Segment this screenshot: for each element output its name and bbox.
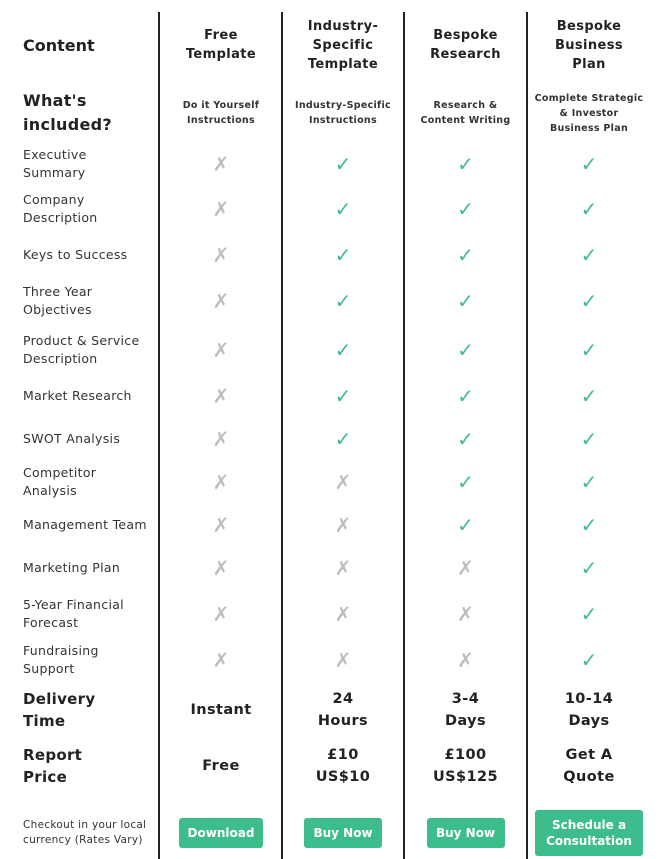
plan-description: Industry-Specific Instructions xyxy=(295,100,391,126)
check-icon: ✓ xyxy=(580,243,598,267)
checkout-row xyxy=(0,808,667,858)
report-price-row xyxy=(0,744,667,788)
cross-icon: ✗ xyxy=(212,338,230,362)
check-icon: ✓ xyxy=(580,470,598,494)
feature-name: Product & Service Description xyxy=(23,333,140,366)
feature-name: Management Team xyxy=(23,517,147,532)
cross-icon: ✗ xyxy=(457,648,474,672)
currency-note: Checkout in your local currency (Rates Vary) xyxy=(23,819,147,846)
plan-name-free-template: Free Template xyxy=(185,28,257,62)
buy-now-button[interactable]: Buy Now xyxy=(427,818,505,848)
feature-row xyxy=(0,235,667,275)
cross-icon: ✗ xyxy=(334,513,352,537)
plan-description: Do it Yourself Instructions xyxy=(182,100,260,126)
check-icon: ✓ xyxy=(334,197,352,221)
check-icon: ✓ xyxy=(457,243,474,267)
feature-row xyxy=(0,145,667,182)
cross-icon: ✗ xyxy=(212,470,230,494)
plan-description: Complete Strategic & Investor Business Plan xyxy=(534,92,644,134)
check-icon: ✓ xyxy=(457,289,474,313)
check-icon: ✓ xyxy=(580,513,598,537)
cross-icon: ✗ xyxy=(212,151,230,176)
check-icon: ✓ xyxy=(580,338,598,362)
delivery-time-label: Delivery Time xyxy=(23,690,96,730)
plan-description: Research & Content Writing xyxy=(420,100,511,126)
feature-name: 5-Year Financial Forecast xyxy=(23,597,124,630)
content-label: Content xyxy=(23,35,95,55)
cross-icon: ✗ xyxy=(334,470,352,494)
check-icon: ✓ xyxy=(580,556,598,580)
feature-name: Executive Summary xyxy=(23,146,87,180)
cross-icon: ✗ xyxy=(212,648,230,672)
check-icon: ✓ xyxy=(334,151,352,176)
report-price-value: Free xyxy=(202,758,240,774)
cross-icon: ✗ xyxy=(212,289,230,313)
check-icon: ✓ xyxy=(334,338,352,362)
cross-icon: ✗ xyxy=(212,197,230,221)
feature-row xyxy=(0,327,667,373)
check-icon: ✓ xyxy=(580,384,598,408)
report-price-value: £100 US$125 xyxy=(433,747,498,785)
cross-icon: ✗ xyxy=(334,556,352,580)
check-icon: ✓ xyxy=(457,197,474,221)
cross-icon: ✗ xyxy=(212,513,230,537)
plan-name-bespoke-research: Bespoke Research xyxy=(430,28,501,62)
cross-icon: ✗ xyxy=(457,602,474,626)
cross-icon: ✗ xyxy=(334,602,352,626)
download-button[interactable]: Download xyxy=(179,818,263,848)
check-icon: ✓ xyxy=(580,289,598,313)
check-icon: ✓ xyxy=(580,602,598,626)
feature-name: Competitor Analysis xyxy=(23,465,97,498)
feature-row xyxy=(0,186,667,232)
check-icon: ✓ xyxy=(457,384,474,408)
delivery-time-value: 3-4 Days xyxy=(444,691,487,729)
feature-name: Three Year Objectives xyxy=(23,284,93,317)
check-icon: ✓ xyxy=(334,384,352,408)
check-icon: ✓ xyxy=(580,151,598,176)
cross-icon: ✗ xyxy=(212,427,230,451)
check-icon: ✓ xyxy=(457,151,474,176)
feature-name: SWOT Analysis xyxy=(23,431,121,446)
check-icon: ✓ xyxy=(580,427,598,451)
delivery-time-value: 24 Hours xyxy=(317,691,369,729)
check-icon: ✓ xyxy=(334,427,352,451)
cross-icon: ✗ xyxy=(212,243,230,267)
check-icon: ✓ xyxy=(457,513,474,537)
feature-row xyxy=(0,548,667,588)
feature-row xyxy=(0,462,667,502)
whats-included-label: What's included? xyxy=(23,91,112,134)
check-icon: ✓ xyxy=(457,427,474,451)
report-price-value: Get A Quote xyxy=(563,747,615,785)
feature-name: Marketing Plan xyxy=(23,560,121,575)
cross-icon: ✗ xyxy=(334,648,352,672)
plan-name-bespoke-business-plan: Bespoke Business Plan xyxy=(554,18,624,72)
schedule-consultation-button[interactable]: Schedule a Consultation xyxy=(535,810,643,856)
cross-icon: ✗ xyxy=(212,602,230,626)
report-price-value: £10 US$10 xyxy=(315,747,371,785)
check-icon: ✓ xyxy=(457,470,474,494)
feature-name: Keys to Success xyxy=(23,247,128,262)
cross-icon: ✗ xyxy=(212,384,230,408)
cross-icon: ✗ xyxy=(457,556,474,580)
whats-included-row xyxy=(0,86,667,140)
buy-now-button[interactable]: Buy Now xyxy=(304,818,382,848)
feature-name: Company Description xyxy=(23,192,98,225)
feature-row xyxy=(0,640,667,680)
plan-header-row xyxy=(0,12,667,78)
delivery-time-value: Instant xyxy=(190,702,252,718)
feature-row xyxy=(0,591,667,637)
delivery-time-row xyxy=(0,688,667,732)
check-icon: ✓ xyxy=(334,289,352,313)
feature-row xyxy=(0,278,667,324)
report-price-label: Report Price xyxy=(23,746,83,786)
feature-name: Fundraising Support xyxy=(23,643,99,676)
check-icon: ✓ xyxy=(580,197,598,221)
delivery-time-value: 10-14 Days xyxy=(564,691,614,729)
feature-row xyxy=(0,376,667,416)
feature-row xyxy=(0,419,667,459)
check-icon: ✓ xyxy=(334,243,352,267)
plan-name-industry-template: Industry-Specific Template xyxy=(307,18,379,72)
cross-icon: ✗ xyxy=(212,556,230,580)
check-icon: ✓ xyxy=(457,338,474,362)
feature-name: Market Research xyxy=(23,388,132,403)
check-icon: ✓ xyxy=(580,648,598,672)
feature-row xyxy=(0,505,667,545)
